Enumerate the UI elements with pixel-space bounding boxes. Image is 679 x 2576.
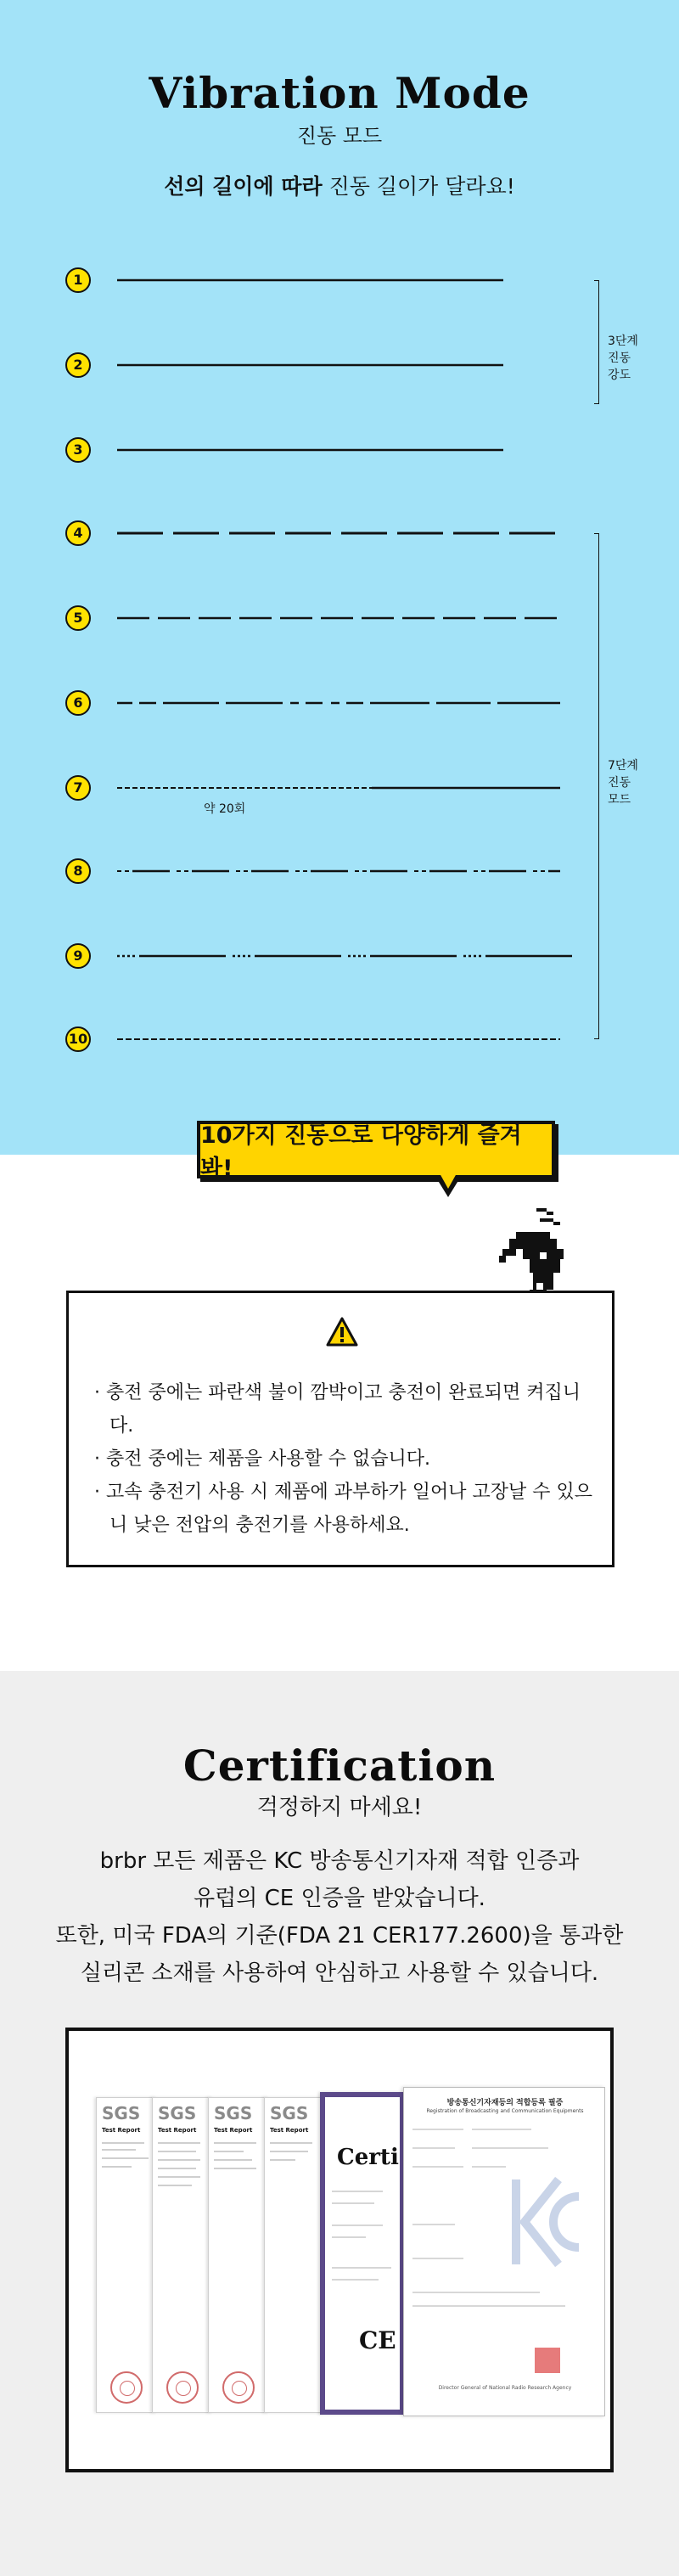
certificate-images-frame: [65, 2028, 614, 2472]
vibration-pattern-line: [117, 868, 575, 875]
kc-certificate-document: [403, 2087, 605, 2416]
pattern-segment: [331, 787, 336, 789]
pattern-segment: [117, 702, 132, 705]
pattern-segment: [117, 617, 149, 620]
pattern-segment: [117, 955, 120, 958]
pattern-segment: [140, 787, 145, 789]
pattern-segment: [422, 870, 426, 872]
pattern-segment: [243, 955, 245, 958]
pattern-segment: [308, 787, 313, 789]
pattern-segment: [323, 787, 328, 789]
ce-certificate-heading: Certi: [337, 2145, 399, 2170]
pattern-segment: [346, 702, 363, 705]
pattern-segment: [482, 1038, 488, 1040]
bracket-seven-modes: [594, 533, 599, 1039]
pattern-segment: [224, 787, 229, 789]
pattern-segment: [117, 870, 121, 872]
pattern-segment: [178, 787, 183, 789]
pattern-segment: [290, 702, 299, 705]
pattern-segment: [295, 1038, 301, 1040]
pattern-segment: [143, 1038, 149, 1040]
group-seven-line: 모드: [608, 793, 631, 807]
pattern-segment: [358, 955, 361, 958]
sgs-doc-title: Test Report: [214, 2127, 253, 2134]
vibration-pattern-line: [117, 700, 575, 706]
pattern-segment: [226, 702, 283, 705]
pattern-segment: [232, 787, 237, 789]
vibration-description-bold: 선의 길이에 따라: [164, 174, 323, 199]
pattern-segment: [516, 1038, 522, 1040]
vibration-mode-row: [0, 267, 679, 301]
mode-number-badge: 10: [65, 1026, 91, 1052]
certification-subtitle: 걱정하지 마세요!: [256, 1795, 423, 1820]
mode-number-badge: 5: [65, 605, 91, 631]
pattern-segment: [219, 1038, 225, 1040]
pattern-segment: [155, 787, 160, 789]
certification-line: 실리콘 소재를 사용하여 안심하고 사용할 수 있습니다.: [80, 1960, 599, 1986]
pattern-segment: [201, 787, 206, 789]
speech-bubble-text: 10가지 진동으로 다양하게 즐겨봐!: [200, 1122, 522, 1182]
pattern-segment: [406, 1038, 412, 1040]
vibration-pattern: [117, 362, 575, 368]
pattern-segment: [414, 870, 418, 872]
pattern-segment: [479, 955, 481, 958]
pattern-segment: [355, 870, 359, 872]
group-three-line: 강도: [608, 368, 631, 382]
pattern-segment: [321, 1038, 327, 1040]
vibration-pattern: [117, 277, 575, 284]
pattern-segment: [117, 787, 122, 789]
pattern-segment: [341, 532, 387, 535]
ce-certificate-document: [320, 2092, 405, 2415]
pattern-segment: [339, 787, 344, 789]
pattern-segment: [370, 955, 457, 958]
pattern-segment: [158, 617, 190, 620]
certification-section: [0, 1671, 679, 2576]
pattern-segment: [423, 1038, 429, 1040]
vibration-mode-row: [0, 520, 679, 554]
pattern-segment: [338, 1038, 344, 1040]
sgs-seal-icon: [222, 2371, 255, 2404]
pattern-segment: [184, 870, 188, 872]
pattern-segment: [285, 787, 290, 789]
kc-mark-icon: [506, 2171, 582, 2273]
pattern-segment: [239, 617, 272, 620]
vibration-mode-row: [0, 436, 679, 470]
pattern-segment: [239, 787, 244, 789]
pattern-segment: [285, 532, 331, 535]
pattern-segment: [312, 1038, 318, 1040]
pattern-segment: [316, 787, 321, 789]
pattern-segment: [346, 1038, 352, 1040]
pattern-segment: [185, 1038, 191, 1040]
pattern-segment: [363, 955, 366, 958]
pattern-segment: [321, 617, 353, 620]
pattern-segment: [168, 1038, 174, 1040]
pattern-segment: [171, 787, 176, 789]
pattern-segment: [295, 870, 300, 872]
pattern-segment: [148, 787, 153, 789]
pattern-segment: [236, 870, 240, 872]
pattern-segment: [160, 1038, 166, 1040]
pattern-segment: [469, 955, 471, 958]
pattern-segment: [134, 1038, 140, 1040]
sgs-report-document: [96, 2097, 157, 2413]
sgs-seal-icon: [110, 2371, 143, 2404]
pattern-segment: [248, 955, 250, 958]
sgs-logo: SGS: [158, 2103, 197, 2123]
pattern-segment: [362, 617, 394, 620]
vibration-pattern-line: [117, 953, 575, 959]
mode-number-badge: 8: [65, 858, 91, 884]
pattern-segment: [429, 870, 467, 873]
pattern-segment: [280, 617, 312, 620]
pattern-segment: [173, 532, 219, 535]
pattern-segment: [372, 787, 560, 790]
mode-number-badge: 3: [65, 437, 91, 463]
pattern-segment: [362, 787, 367, 789]
group-three-line: 진동: [608, 352, 631, 365]
pattern-segment: [300, 787, 306, 789]
mode-number-badge: 7: [65, 775, 91, 801]
pattern-segment: [499, 1038, 505, 1040]
pattern-segment: [363, 1038, 369, 1040]
pattern-segment: [202, 1038, 208, 1040]
notice-item: · 고속 충전기 사용 시 제품에 과부하가 일어나 고장날 수 있으니 낮은 전압의 충전기를 사용하세요.: [94, 1482, 592, 1536]
mode-number-badge: 4: [65, 520, 91, 546]
pattern-segment: [236, 1038, 242, 1040]
pattern-segment: [192, 870, 229, 873]
pattern-segment: [304, 1038, 310, 1040]
pattern-segment: [278, 787, 283, 789]
pattern-segment: [474, 870, 478, 872]
pattern-segment: [117, 1038, 123, 1040]
certification-line: 유럽의 CE 인증을 받았습니다.: [194, 1886, 485, 1911]
vibration-description: [0, 170, 679, 200]
pattern-segment: [117, 364, 503, 367]
kc-official-stamp-icon: [535, 2348, 560, 2373]
pattern-segment: [244, 1038, 250, 1040]
pattern-segment: [177, 1038, 182, 1040]
pattern-segment: [117, 279, 503, 282]
group-three-line: 3단계: [608, 335, 638, 348]
pattern-segment: [244, 870, 248, 872]
pattern-segment: [355, 1038, 361, 1040]
sgs-logo: SGS: [214, 2103, 253, 2123]
mode-number-badge: 9: [65, 943, 91, 969]
vibration-pattern: [117, 868, 575, 875]
pattern-segment: [362, 870, 367, 872]
notice-list: [94, 1376, 603, 1542]
pattern-segment: [353, 955, 356, 958]
vibration-pattern-line: [117, 615, 575, 622]
certification-line: brbr 모든 제품은 KC 방송통신기자재 적합 인증과: [99, 1848, 580, 1874]
vibration-pattern: [117, 953, 575, 959]
vibration-pattern-line: [117, 1036, 575, 1043]
pattern-segment: [210, 1038, 216, 1040]
pattern-segment: [402, 617, 435, 620]
pattern-segment: [380, 1038, 386, 1040]
pattern-segment: [253, 1038, 259, 1040]
pattern-segment: [329, 1038, 335, 1040]
certification-title: Certification: [182, 1741, 497, 1791]
kc-doc-subtitle: Registration of Broadcasting and Communication Equipments: [426, 2108, 584, 2114]
notice-item: · 충전 중에는 파란색 불이 깜박이고 충전이 완료되면 켜집니다.: [94, 1382, 581, 1437]
group-seven-label: [608, 757, 659, 808]
ce-mark-icon: CE: [359, 2326, 396, 2354]
pattern-segment: [177, 870, 181, 872]
pattern-segment: [132, 955, 135, 958]
pattern-segment: [389, 1038, 395, 1040]
pattern-segment: [484, 617, 516, 620]
group-three-label: [608, 333, 659, 384]
pattern-segment: [509, 532, 555, 535]
vibration-mode-row: [0, 774, 679, 808]
pattern-segment: [199, 617, 231, 620]
sgs-doc-title: Test Report: [158, 2127, 197, 2134]
mode7-note: 약 20회: [204, 802, 246, 816]
sgs-logo: SGS: [102, 2103, 141, 2123]
pattern-segment: [303, 870, 307, 872]
warning-icon: [325, 1315, 359, 1349]
pattern-segment: [489, 870, 526, 873]
vibration-pattern-line: [117, 362, 575, 368]
pattern-segment: [465, 1038, 471, 1040]
pattern-segment: [453, 532, 499, 535]
group-seven-line: 7단계: [608, 759, 638, 773]
pattern-segment: [541, 870, 545, 872]
pattern-segment: [227, 1038, 233, 1040]
pattern-segment: [186, 787, 191, 789]
pattern-segment: [262, 787, 267, 789]
pattern-segment: [261, 1038, 267, 1040]
pattern-segment: [194, 1038, 199, 1040]
pattern-segment: [163, 702, 219, 705]
sgs-doc-title: Test Report: [270, 2127, 309, 2134]
vibration-subtitle: 진동 모드: [296, 124, 383, 148]
pattern-segment: [127, 955, 130, 958]
pattern-segment: [414, 1038, 420, 1040]
certification-description: [0, 1842, 679, 1992]
pattern-segment: [247, 787, 252, 789]
pattern-segment: [132, 787, 137, 789]
pattern-segment: [255, 787, 260, 789]
pattern-segment: [229, 532, 275, 535]
pattern-segment: [311, 870, 348, 873]
pattern-segment: [525, 1038, 530, 1040]
pattern-segment: [306, 702, 323, 705]
vibration-mode-row: [0, 352, 679, 385]
pattern-segment: [558, 1038, 560, 1040]
pattern-segment: [497, 702, 560, 705]
vibration-description-rest: 진동 길이가 달라요!: [322, 174, 515, 199]
pattern-segment: [346, 787, 351, 789]
bracket-three-levels: [594, 280, 599, 404]
pattern-segment: [370, 702, 429, 705]
group-seven-line: 진동: [608, 776, 631, 790]
pattern-segment: [209, 787, 214, 789]
sgs-doc-title: Test Report: [102, 2127, 141, 2134]
notice-item: · 충전 중에는 제품을 사용할 수 없습니다.: [94, 1448, 430, 1470]
vibration-pattern: [117, 530, 575, 537]
pattern-segment: [270, 787, 275, 789]
pattern-segment: [533, 1038, 539, 1040]
pattern-segment: [194, 787, 199, 789]
pattern-segment: [431, 1038, 437, 1040]
pattern-segment: [348, 955, 351, 958]
pattern-segment: [117, 449, 503, 452]
pattern-segment: [474, 955, 476, 958]
vibration-pattern-line: [117, 447, 575, 453]
sgs-report-document: [152, 2097, 213, 2413]
pattern-segment: [125, 787, 130, 789]
pattern-segment: [139, 955, 226, 958]
speech-bubble: [197, 1121, 555, 1182]
sgs-report-document: [264, 2097, 325, 2413]
vibration-pattern-line: [117, 277, 575, 284]
pattern-segment: [132, 870, 170, 873]
pattern-segment: [151, 1038, 157, 1040]
pattern-segment: [270, 1038, 276, 1040]
vibration-pattern: [117, 1036, 575, 1043]
pattern-segment: [491, 1038, 497, 1040]
vibration-pattern: [117, 785, 575, 791]
certification-line: 또한, 미국 FDA의 기준(FDA 21 CER177.2600)을 통과한: [55, 1923, 624, 1949]
pattern-segment: [216, 787, 222, 789]
vibration-mode-row: [0, 942, 679, 976]
pattern-segment: [440, 1038, 446, 1040]
pattern-segment: [463, 955, 466, 958]
pattern-segment: [255, 955, 341, 958]
sgs-report-document: [208, 2097, 269, 2413]
pattern-segment: [508, 1038, 513, 1040]
pattern-segment: [117, 532, 163, 535]
pattern-segment: [125, 870, 129, 872]
vibration-pattern: [117, 615, 575, 622]
vibration-pattern-line: [117, 530, 575, 537]
pattern-segment: [397, 1038, 403, 1040]
vibration-title: Vibration Mode: [149, 68, 530, 118]
pattern-segment: [278, 1038, 284, 1040]
pattern-segment: [139, 702, 156, 705]
pattern-segment: [457, 1038, 463, 1040]
pattern-segment: [525, 617, 557, 620]
pattern-segment: [533, 870, 537, 872]
pattern-segment: [548, 870, 560, 873]
vibration-mode-row: [0, 858, 679, 891]
pattern-segment: [481, 870, 485, 872]
mode-number-badge: 2: [65, 352, 91, 378]
pattern-segment: [233, 955, 235, 958]
pattern-segment: [485, 955, 572, 958]
pattern-segment: [443, 617, 475, 620]
speech-bubble-tail-fill: [440, 1173, 457, 1189]
pattern-segment: [293, 787, 298, 789]
pattern-segment: [397, 532, 443, 535]
pattern-segment: [542, 1038, 547, 1040]
vibration-mode-row: [0, 1026, 679, 1060]
pattern-segment: [251, 870, 289, 873]
pattern-segment: [354, 787, 359, 789]
pattern-segment: [331, 702, 340, 705]
pattern-segment: [238, 955, 240, 958]
kc-doc-footer: Director General of National Radio Research Agency: [438, 2385, 572, 2391]
vibration-mode-section: [0, 0, 679, 1155]
pattern-segment: [550, 1038, 556, 1040]
pattern-segment: [436, 702, 491, 705]
pattern-segment: [448, 1038, 454, 1040]
pattern-segment: [372, 1038, 378, 1040]
vibration-pattern: [117, 700, 575, 706]
vibration-mode-row: [0, 605, 679, 638]
charging-notice-box: [66, 1291, 614, 1567]
pattern-segment: [287, 1038, 293, 1040]
vibration-pattern: [117, 447, 575, 453]
pattern-segment: [126, 1038, 132, 1040]
mode-number-badge: 6: [65, 690, 91, 716]
pattern-segment: [122, 955, 125, 958]
pattern-segment: [474, 1038, 480, 1040]
vibration-pattern-line: [117, 785, 575, 791]
kc-doc-title: 방송통신기자재등의 적합등록 필증: [446, 2099, 564, 2107]
mode-number-badge: 1: [65, 267, 91, 293]
vibration-mode-row: [0, 689, 679, 723]
pattern-segment: [163, 787, 168, 789]
sgs-seal-icon: [166, 2371, 199, 2404]
pattern-segment: [370, 870, 407, 873]
sgs-logo: SGS: [270, 2103, 309, 2123]
